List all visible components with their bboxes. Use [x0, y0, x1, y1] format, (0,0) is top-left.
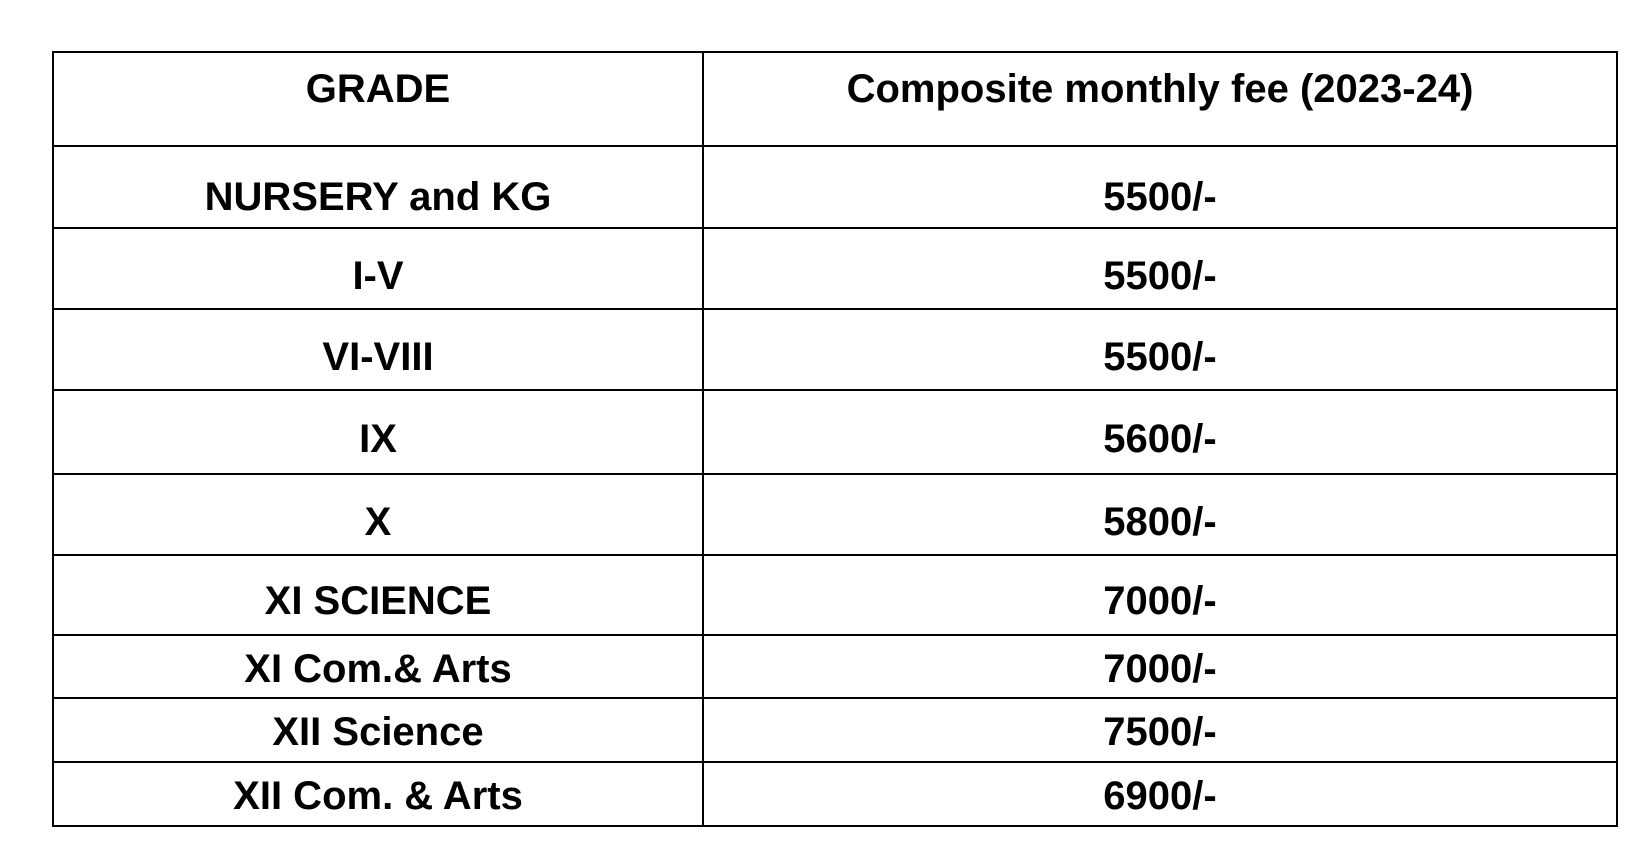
fee-cell: 5500/-: [703, 228, 1617, 309]
grade-cell: X: [53, 474, 703, 555]
grade-cell: XI SCIENCE: [53, 555, 703, 635]
grade-cell: XI Com.& Arts: [53, 635, 703, 698]
grade-cell: I-V: [53, 228, 703, 309]
table-row: [53, 228, 1617, 309]
fee-table: [52, 51, 1618, 827]
fee-cell: 7000/-: [703, 635, 1617, 698]
fee-cell: 7000/-: [703, 555, 1617, 635]
table-header-row: [53, 52, 1617, 146]
grade-cell: XII Com. & Arts: [53, 762, 703, 826]
table-row: [53, 762, 1617, 826]
table-row: [53, 555, 1617, 635]
table-row: [53, 474, 1617, 555]
grade-cell: XII Science: [53, 698, 703, 762]
table-row: [53, 309, 1617, 390]
fee-cell: 5800/-: [703, 474, 1617, 555]
grade-cell: NURSERY and KG: [53, 146, 703, 228]
grade-cell: IX: [53, 390, 703, 474]
fee-cell: 5500/-: [703, 309, 1617, 390]
header-fee: Composite monthly fee (2023-24): [703, 52, 1617, 146]
fee-cell: 7500/-: [703, 698, 1617, 762]
fee-cell: 6900/-: [703, 762, 1617, 826]
table-row: [53, 698, 1617, 762]
table-row: [53, 635, 1617, 698]
table-row: [53, 390, 1617, 474]
fee-cell: 5500/-: [703, 146, 1617, 228]
grade-cell: VI-VIII: [53, 309, 703, 390]
fee-cell: 5600/-: [703, 390, 1617, 474]
table-row: [53, 146, 1617, 228]
header-grade: GRADE: [53, 52, 703, 146]
